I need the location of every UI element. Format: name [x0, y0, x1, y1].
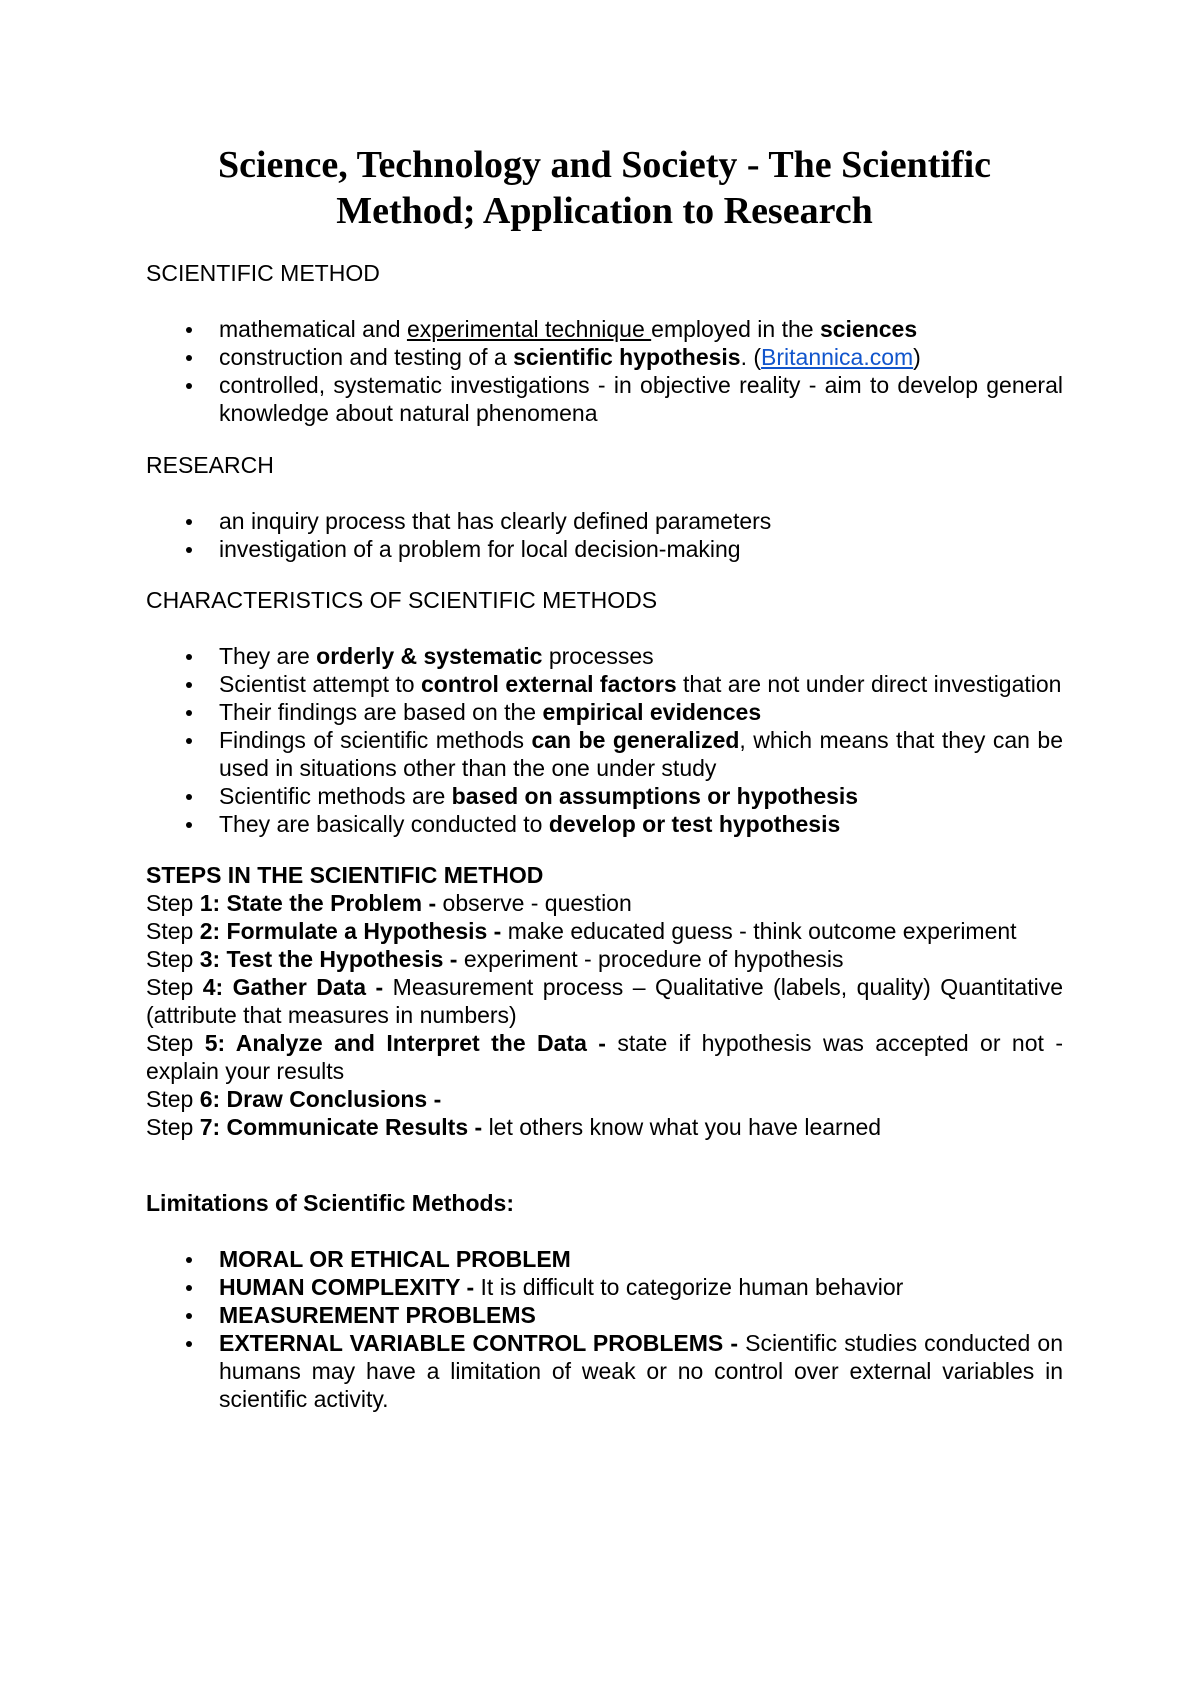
document-content [146, 142, 1063, 1413]
characteristics-list [146, 642, 1063, 838]
text: experiment - procedure of hypothesis [463, 946, 844, 972]
list-item [146, 670, 1063, 698]
section-heading-scientific-method: SCIENTIFIC METHOD [146, 260, 380, 286]
bold-text: sciences [819, 316, 918, 342]
list-item [146, 782, 1063, 810]
text: ) [913, 344, 921, 370]
step-5 [146, 1029, 1063, 1085]
steps-list [146, 889, 1063, 1141]
list-item: an inquiry process that has clearly defined parameters [146, 507, 1063, 535]
bold-text: 6: Draw Conclusions - [199, 1086, 442, 1112]
step-7 [146, 1113, 1063, 1141]
list-item [146, 315, 1063, 343]
text: Scientific methods are [219, 783, 452, 809]
list-item [146, 1273, 1063, 1301]
text: Step [146, 946, 200, 972]
text: let others know what you have learned [488, 1114, 882, 1140]
bold-text: STEPS IN THE SCIENTIFIC METHOD [146, 862, 544, 888]
text: Step [146, 1114, 200, 1140]
text: processes [542, 643, 654, 669]
step-4 [146, 973, 1063, 1029]
text: Step [146, 1086, 200, 1112]
bold-text: develop or test hypothesis [548, 811, 841, 837]
text: It is difficult to categorize human behavior [480, 1274, 904, 1300]
step-6 [146, 1085, 1063, 1113]
bold-text: empirical evidences [542, 699, 762, 725]
text: Step [146, 1030, 205, 1056]
section-heading-characteristics: CHARACTERISTICS OF SCIENTIFIC METHODS [146, 587, 658, 613]
underlined-text: experimental technique [406, 316, 652, 342]
section-heading-steps [146, 861, 1063, 889]
text: Scientist attempt to [219, 671, 421, 697]
text: . ( [740, 344, 762, 370]
list-item [146, 698, 1063, 726]
bold-text: 7: Communicate Results - [199, 1114, 489, 1140]
bold-text: control external factors [420, 671, 677, 697]
bold-text: scientific hypothesis [513, 344, 741, 370]
page-title [146, 142, 1063, 234]
research-list [146, 507, 1063, 563]
scientific-method-list [146, 315, 1063, 427]
step-3 [146, 945, 1063, 973]
text: mathematical and [219, 316, 407, 342]
list-item: investigation of a problem for local decision-making [146, 535, 1063, 563]
bold-text: orderly & systematic [316, 643, 543, 669]
list-item [146, 1245, 1063, 1273]
bold-text: EXTERNAL VARIABLE CONTROL PROBLEMS - [219, 1330, 746, 1356]
text: Their findings are based on the [219, 699, 543, 725]
text: that are not under direct investigation [676, 671, 1062, 697]
text: make educated guess - think outcome experiment [507, 918, 1017, 944]
bold-text: 1: State the Problem - [199, 890, 443, 916]
bold-text: Limitations of Scientific Methods: [146, 1190, 515, 1216]
text: , which means that they can be used in situations other than the one under study [219, 727, 1063, 781]
bold-text: HUMAN COMPLEXITY - [219, 1274, 481, 1300]
list-item [146, 642, 1063, 670]
text: Scientific studies conducted on humans may have a limitation of weak or no control over external variables in scientific activity. [219, 1330, 1063, 1412]
title-line-1: Science, Technology and Society - The Scientific [217, 144, 992, 186]
list-item [146, 1329, 1063, 1413]
bold-text: MEASUREMENT PROBLEMS [219, 1302, 536, 1328]
step-2 [146, 917, 1063, 945]
list-item [146, 810, 1063, 838]
text: Step [146, 918, 200, 944]
list-item [146, 1301, 1063, 1329]
section-heading-research: RESEARCH [146, 452, 274, 478]
title-line-2: Method; Application to Research [336, 190, 873, 232]
bold-text: 4: Gather Data - [202, 974, 393, 1000]
text: construction and testing of a [219, 344, 514, 370]
text: They are [219, 643, 317, 669]
bold-text: 5: Analyze and Interpret the Data - [204, 1030, 618, 1056]
section-heading-limitations [146, 1189, 1063, 1217]
bold-text: MORAL OR ETHICAL PROBLEM [219, 1246, 571, 1272]
text: Step [146, 890, 200, 916]
limitations-list [146, 1245, 1063, 1413]
text: observe - question [442, 890, 632, 916]
text: Findings of scientific methods [219, 727, 532, 753]
text: Step [146, 974, 203, 1000]
bold-text: 3: Test the Hypothesis - [199, 946, 464, 972]
bold-text: can be generalized [531, 727, 740, 753]
britannica-link[interactable]: Britannica.com [761, 344, 914, 370]
bold-text: 2: Formulate a Hypothesis - [199, 918, 508, 944]
list-item [146, 343, 1063, 371]
text: employed in the [651, 316, 820, 342]
text: Measurement process – Qualitative (labels, quality) Quantitative (attribute that measures in numbers) [146, 974, 1063, 1028]
list-item: controlled, systematic investigations - in objective reality - aim to develop general knowledge about natural phenomena [146, 371, 1063, 427]
text: state if hypothesis was accepted or not - explain your results [146, 1030, 1063, 1084]
text: They are basically conducted to [219, 811, 549, 837]
step-1 [146, 889, 1063, 917]
list-item [146, 726, 1063, 782]
bold-text: based on assumptions or hypothesis [451, 783, 859, 809]
